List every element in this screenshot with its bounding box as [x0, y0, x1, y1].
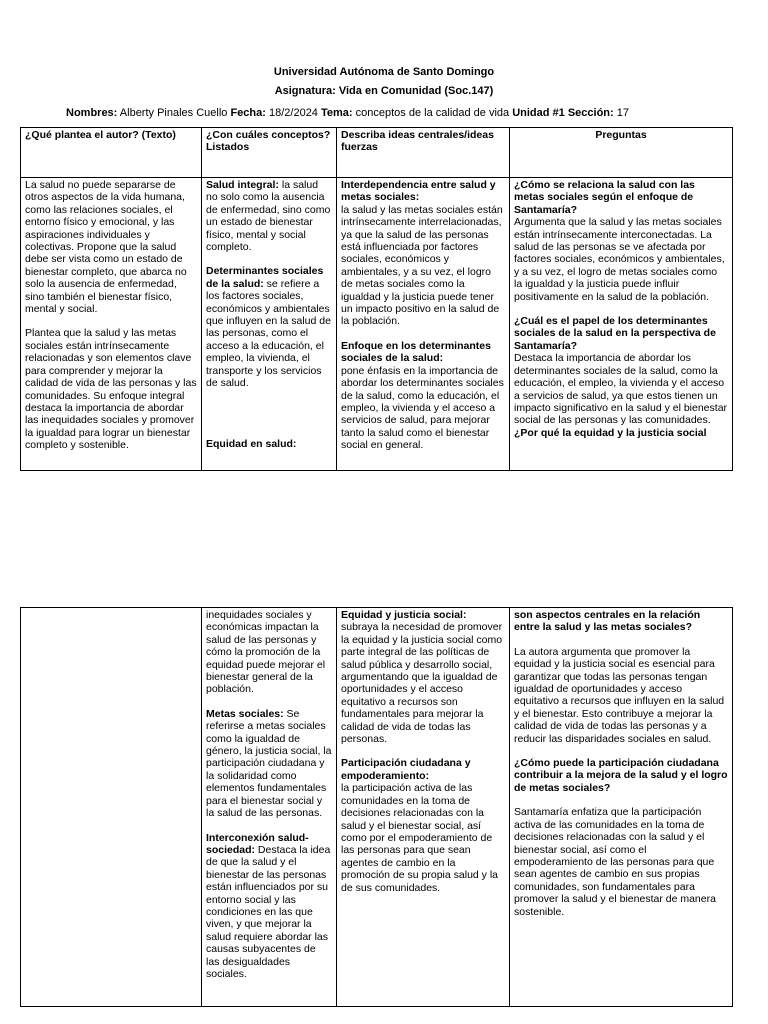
idea-determinantes-title: Enfoque en los determinantes sociales de la salud: [341, 339, 491, 365]
answer-1: Argumenta que la salud y las metas sociales están intrínsecamente interconectadas. La salud de las personas se ve afectada por factores sociales, económicos y ambientales, y a su vez, el logro de metas sociales como la igualdad y la justicia puede influir positivamente en la salud de la población. [514, 216, 725, 303]
question-1: ¿Cómo se relaciona la salud con las metas sociales según el enfoque de Santamaría? [514, 179, 695, 216]
concept-equidad-text: inequidades sociales y económicas impactan la salud de las personas y cómo la promoción de la equidad puede mejorar el bienestar general de la población. [206, 609, 326, 696]
question-3-end: son aspectos centrales en la relación entre la salud y las metas sociales? [514, 609, 701, 634]
unidad-label: Unidad #1 [512, 107, 565, 119]
idea-interdependencia-text: la salud y las metas sociales están intrínsecamente interrelacionadas, ya que la salud de las personas está influenciada por factores sociales, económicos y ambientales, y a su vez, el logro de metas sociales como la igualdad y la justicia puede tener un impacto positivo en la salud de la población. [341, 203, 503, 328]
table-header-row [21, 128, 733, 178]
idea-interdependencia-title: Interdependencia entre salud y metas sociales: [341, 179, 496, 204]
cell-preguntas [510, 178, 733, 471]
autor-paragraph-2: Plantea que la salud y las metas sociales están intrínsecamente relacionadas y son elementos clave para comprender y mejorar la calidad de vida de las personas y las comunidades. Su enfoque integral destaca la importancia de abordar las inequidades sociales y promover la igualdad para lograr un bienestar completo y sostenible. [25, 327, 197, 452]
concept-determinantes: Determinantes sociales de la salud: se refiere a los factores sociales, económicos y ambientales que influyen en la salud de las personas, como el acceso a la educación, el empleo, la vivienda, el transporte y los servicios de salud. [206, 265, 331, 390]
nombres-value: Alberty Pinales Cuello [117, 107, 231, 119]
fecha-value: 18/2/2024 [265, 107, 321, 119]
concept-salud-integral: Salud integral: la salud no solo como la ausencia de enfermedad, sino como un estado de bienestar físico, mental y social completo. [206, 179, 331, 254]
nombres-label: Nombres: [66, 107, 118, 119]
idea-participacion-text: la participación activa de las comunidades en la toma de decisiones relacionadas con la salud y el bienestar social, así como por el empoderamiento de las personas para que sean agentes de cambio en la promoción de su propia salud y la de sus comunidades. [341, 782, 499, 894]
header-col-ideas: Describa ideas centrales/ideas fuerzas [337, 128, 510, 178]
question-2: ¿Cuál es el papel de los determinantes sociales de la salud en la perspectiva de Santamaría? [514, 315, 716, 352]
analysis-table-page2 [20, 607, 733, 1007]
question-4: ¿Cómo puede la participación ciudadana contribuir a la mejora de la salud y el logro de metas sociales? [514, 757, 728, 794]
question-3-start: ¿Por qué la equidad y la justicia social [514, 426, 707, 439]
cell-ideas-continued [337, 608, 510, 1007]
cell-conceptos [202, 178, 337, 471]
table-body-row [21, 178, 733, 471]
student-meta-line [66, 107, 629, 119]
university-title: Universidad Autónoma de Santo Domingo [273, 66, 495, 78]
header-col-autor: ¿Qué plantea el autor? (Texto) [21, 128, 202, 178]
concept-equidad-title: Equidad en salud: [206, 437, 297, 450]
seccion-label: Sección: [564, 107, 614, 119]
fecha-label: Fecha: [230, 107, 266, 119]
idea-participacion-title: Participación ciudadana y empoderamiento: [341, 757, 471, 782]
cell-autor-continued [21, 608, 202, 1007]
header-col-conceptos: ¿Con cuáles conceptos? Listados [202, 128, 337, 178]
tema-label: Tema: [321, 107, 353, 119]
table-body-row-continued [21, 608, 733, 1007]
answer-3: La autora argumenta que promover la equidad y la justicia social es esencial para garantizar que todas las personas tengan igualdad de oportunidades y acceso equitativo a recursos que influyen en la salud y el bienestar. Esto contribuye a mejorar la calidad de vida de todas las personas y a reducir las disparidades sociales en salud. [514, 645, 725, 745]
answer-4: Santamaría enfatiza que la participación activa de las comunidades en la toma de decisiones relacionadas con la salud y el bienestar social, así como el empoderamiento de las personas para que sean agentes de cambio en sus propias comunidades, son fundamentales para promover la salud y el bienestar de manera sostenible. [514, 806, 716, 918]
idea-equidad: Equidad y justicia social: subraya la necesidad de promover la equidad y la justicia social como parte integral de las políticas de salud pública y desarrollo social, argumentando que la igualdad de oportunidades y el acceso equitativo a recursos son fundamentales para mejorar la calidad de vida de todas las personas. [341, 609, 503, 746]
cell-preguntas-continued [510, 608, 733, 1007]
idea-determinantes-text: pone énfasis en la importancia de abordar los determinantes sociales de la salud, como la educación, el empleo, la vivienda y el acceso a servicios de salud, para mejorar tanto la salud como el bienestar social en general. [341, 364, 504, 452]
answer-2: Destaca la importancia de abordar los determinantes sociales de la salud, como la educación, el empleo, la vivienda y el acceso a servicios de salud, ya que estos tienen un impacto significativo en la salud y el bienestar social de las personas y las comunidades. [514, 352, 728, 427]
cell-conceptos-continued [202, 608, 337, 1007]
tema-value: conceptos de la calidad de vida [352, 107, 513, 119]
subject-line: Asignatura: Vida en Comunidad (Soc.147) [274, 85, 494, 97]
header-col-preguntas: Preguntas [510, 128, 733, 178]
cell-autor [21, 178, 202, 471]
seccion-value: 17 [613, 107, 629, 119]
concept-metas-sociales: Metas sociales: Se referirse a metas sociales como la igualdad de género, la justicia social, la participación ciudadana y la solidaridad como elementos fundamentales para el bienestar social y la salud de las personas. [206, 707, 332, 820]
cell-ideas [337, 178, 510, 471]
analysis-table-page1 [20, 127, 733, 471]
concept-interconexion: Interconexión salud-sociedad: Destaca la idea de que la salud y el bienestar de las personas están influenciados por su entorno social y las condiciones en las que viven, y que mejorar la salud requiere abordar las causas subyacentes de las desigualdades sociales. [206, 831, 331, 980]
autor-paragraph-1: La salud no puede separarse de otros aspectos de la vida humana, como las relaciones sociales, el entorno físico y emocional, y las aspiraciones individuales y colectivas. Propone que la salud debe ser vista como un estado de bienestar completo, que abarca no solo la ausencia de enfermedad, sino también el bienestar físico, mental y social. [25, 179, 187, 316]
